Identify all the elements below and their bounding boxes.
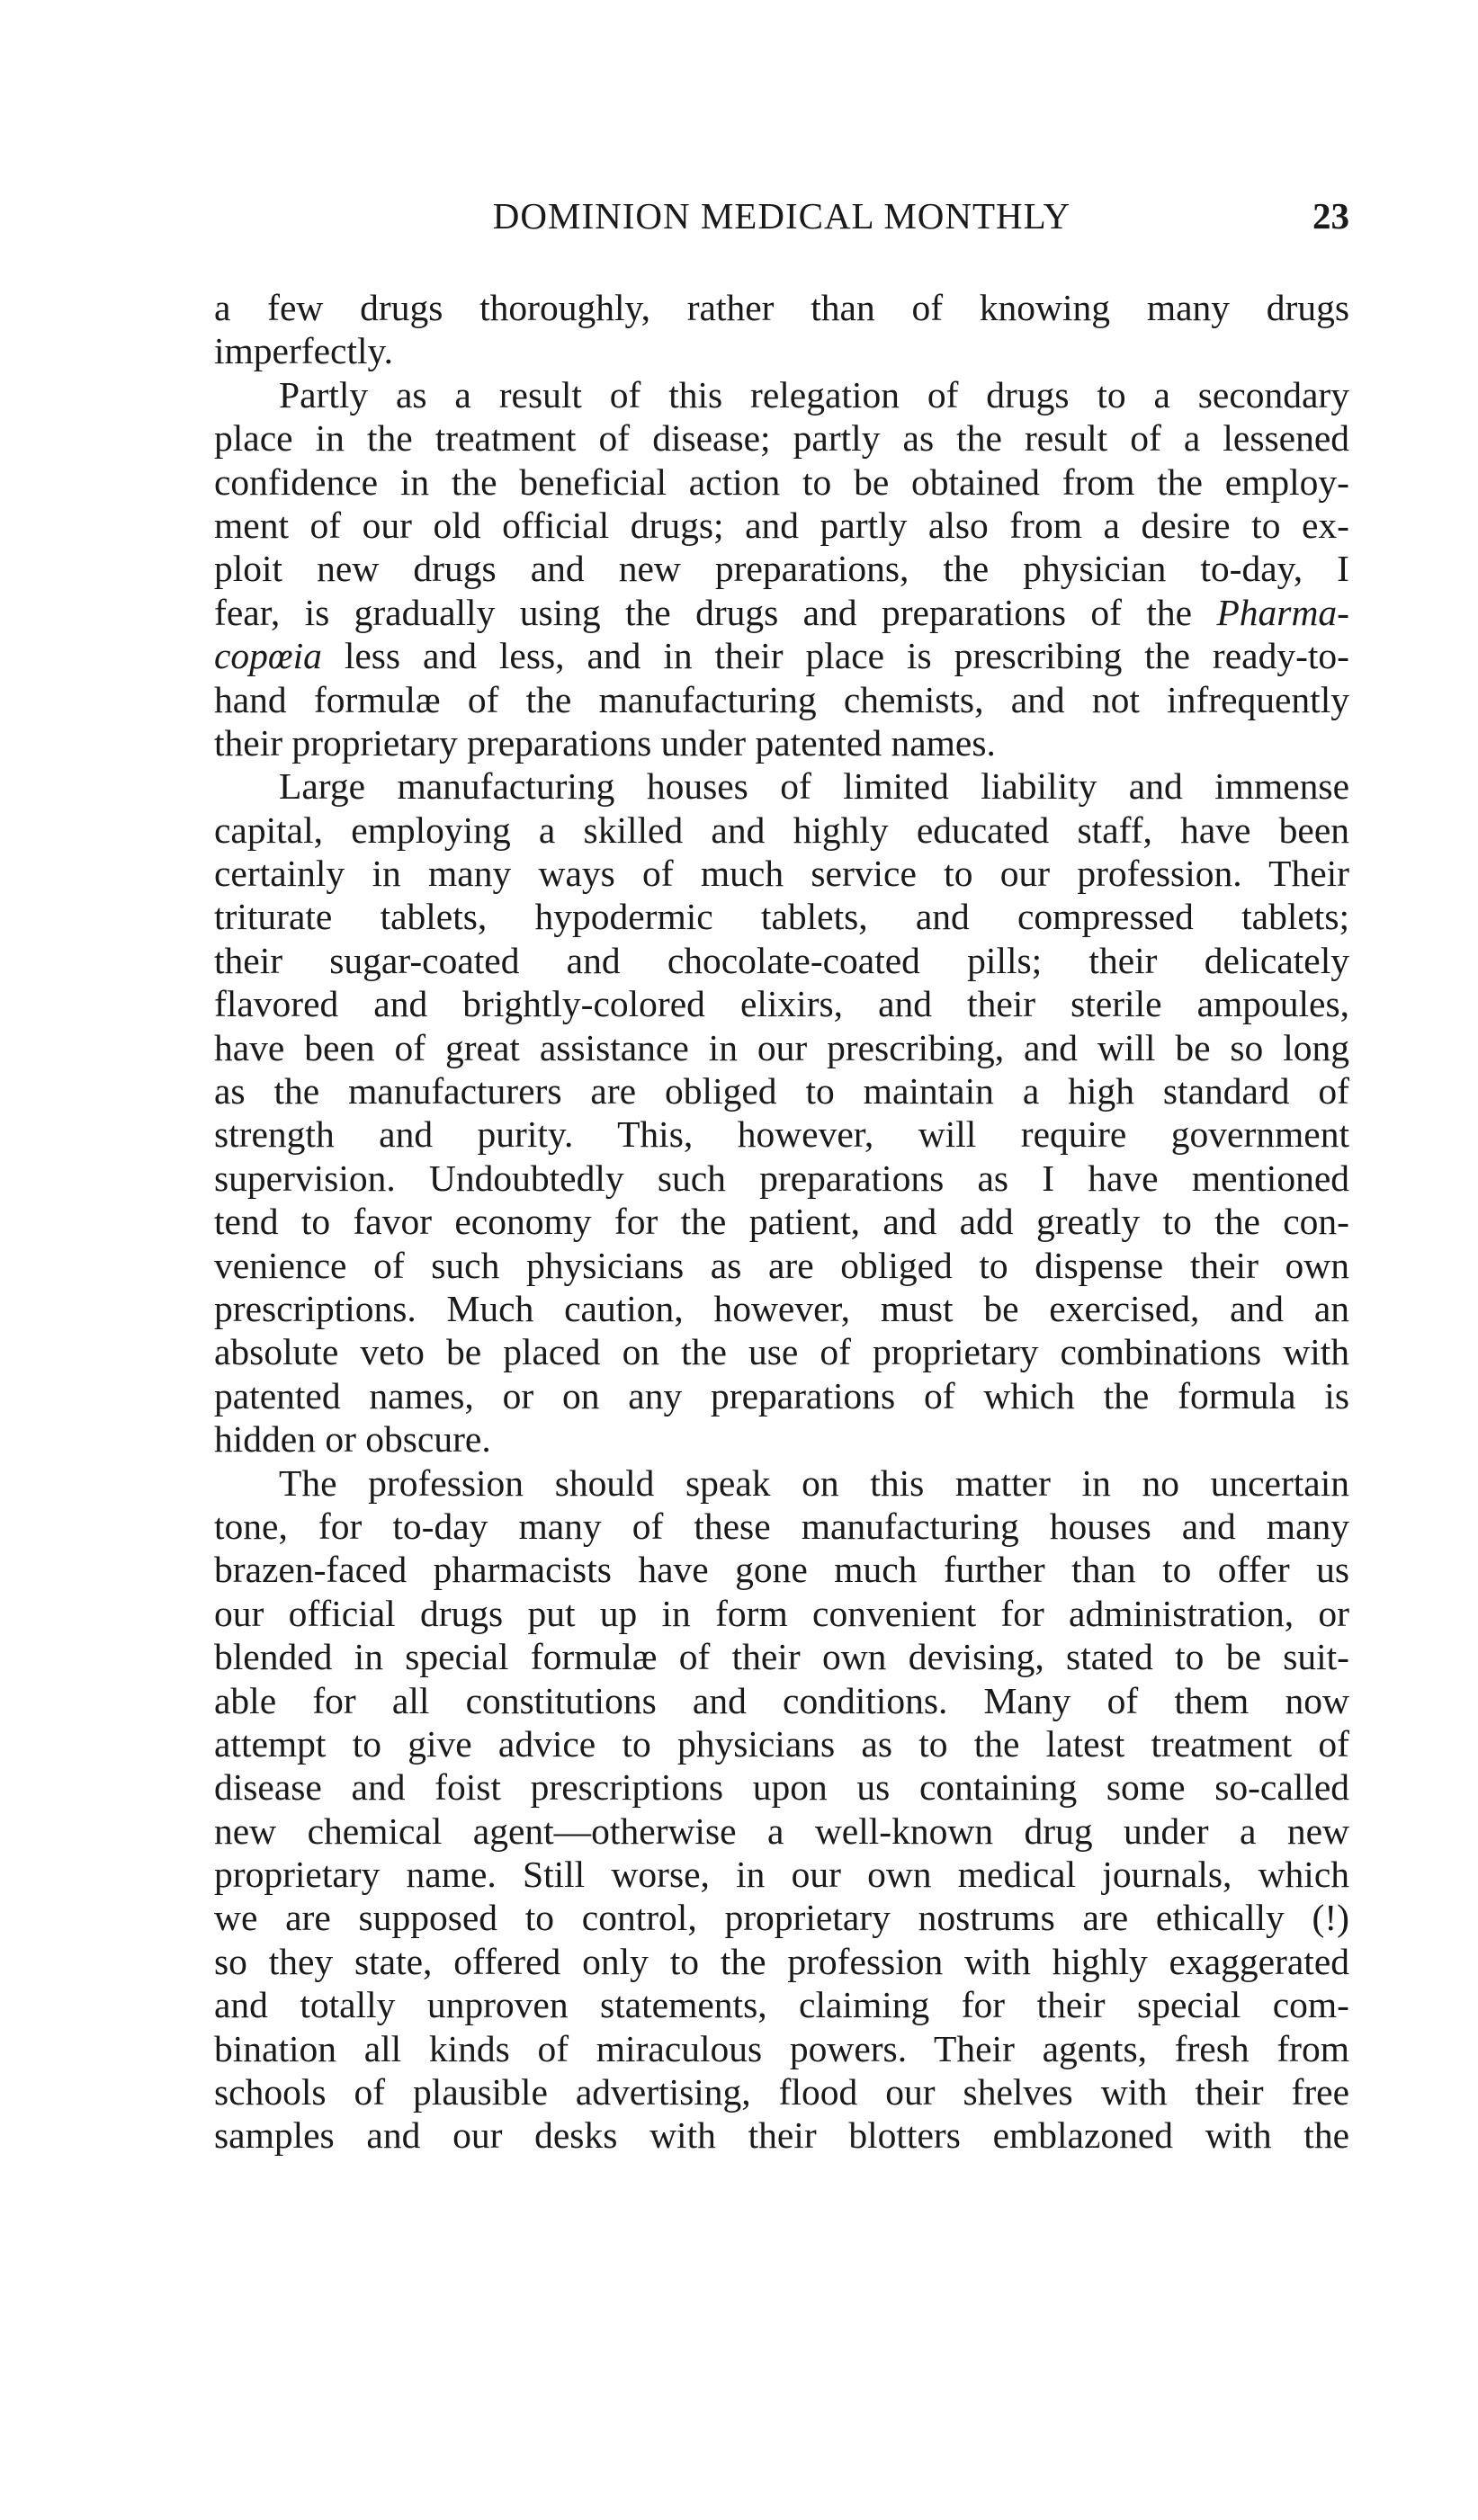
text-line: schools of plausible advertising, flood our shelves with their free: [214, 2071, 1349, 2113]
text-line: supervision. Undoubtedly such preparations as I have mentioned: [214, 1157, 1349, 1199]
text-line: place in the treatment of disease; partly as the result of a lessened: [214, 417, 1349, 460]
text-line: tone, for to-day many of these manufacturing houses and many: [214, 1505, 1349, 1547]
line-text: less and less, and in their place is prescribing the ready-to-: [321, 635, 1349, 677]
text-line: able for all constitutions and conditions. Many of them now: [214, 1679, 1349, 1721]
text-line: flavored and brightly-colored elixirs, and their sterile ampoules,: [214, 983, 1349, 1025]
text-line: ment of our old official drugs; and partly also from a desire to ex-: [214, 504, 1349, 546]
text-line: their proprietary preparations under patented names.: [214, 721, 996, 764]
page-number: 23: [1312, 195, 1349, 237]
text-line: we are supposed to control, proprietary nostrums are ethically (!): [214, 1897, 1349, 1939]
text-line: our official drugs put up in form convenient for administration, or: [214, 1592, 1349, 1634]
line-text: fear, is gradually using the drugs and preparations of the: [214, 591, 1217, 633]
text-line: as the manufacturers are obliged to maintain a high standard of: [214, 1070, 1349, 1113]
text-line: new chemical agent—otherwise a well-known drug under a new: [214, 1810, 1349, 1852]
text-line: and totally unproven statements, claiming for their special com-: [214, 1984, 1349, 2026]
text-line: absolute veto be placed on the use of proprietary combinations with: [214, 1331, 1349, 1373]
text-line: bination all kinds of miraculous powers. Their agents, fresh from: [214, 2027, 1349, 2069]
text-line: so they state, offered only to the profession with highly exaggerated: [214, 1940, 1349, 1982]
text-line: brazen-faced pharmacists have gone much further than to offer us: [214, 1549, 1349, 1591]
text-line: have been of great assistance in our prescribing, and will be so long: [214, 1026, 1349, 1068]
text-line: disease and foist prescriptions upon us containing some so-called: [214, 1766, 1349, 1809]
text-line: imperfectly.: [214, 330, 393, 372]
text-line: hand formulæ of the manufacturing chemists, and not infrequently: [214, 678, 1349, 720]
italic-term: Pharma-: [1216, 591, 1349, 633]
text-line: attempt to give advice to physicians as to the latest treatment of: [214, 1722, 1349, 1765]
text-line: strength and purity. This, however, will require government: [214, 1113, 1349, 1156]
text-line: their sugar-coated and chocolate-coated pills; their delicately: [214, 939, 1349, 981]
text-line: tend to favor economy for the patient, and add greatly to the con-: [214, 1201, 1349, 1243]
text-line: certainly in many ways of much service to our profession. Their: [214, 853, 1349, 895]
text-line: The profession should speak on this matter in no uncertain: [279, 1461, 1349, 1504]
text-line: samples and our desks with their blotters emblazoned with the: [214, 2114, 1349, 2157]
journal-title: DOMINION MEDICAL MONTHLY: [492, 195, 1071, 237]
text-line: ploit new drugs and new preparations, the physician to-day, I: [214, 548, 1349, 590]
text-line: [214, 634, 1349, 677]
text-line: triturate tablets, hypodermic tablets, and compressed tablets;: [214, 896, 1349, 938]
italic-term: copœia: [214, 635, 322, 677]
text-line: a few drugs thoroughly, rather than of knowing many drugs: [214, 287, 1349, 328]
text-line: Partly as a result of this relegation of drugs to a secondary: [279, 373, 1349, 416]
text-line: confidence in the beneficial action to be obtained from the employ-: [214, 460, 1349, 503]
body-text: [214, 286, 1349, 2158]
text-line: prescriptions. Much caution, however, must be exercised, and an: [214, 1287, 1349, 1329]
text-line: Large manufacturing houses of limited liability and immense: [279, 765, 1349, 808]
text-line: patented names, or on any preparations of which the formula is: [214, 1374, 1349, 1416]
text-line: venience of such physicians as are obliged to dispense their own: [214, 1244, 1349, 1286]
text-line: hidden or obscure.: [214, 1418, 491, 1461]
text-line: [214, 591, 1349, 634]
text-line: proprietary name. Still worse, in our own medical journals, which: [214, 1854, 1349, 1896]
running-head: [214, 189, 1349, 243]
text-line: blended in special formulæ of their own devising, stated to be suit-: [214, 1636, 1349, 1678]
text-line: capital, employing a skilled and highly educated staff, have been: [214, 809, 1349, 851]
